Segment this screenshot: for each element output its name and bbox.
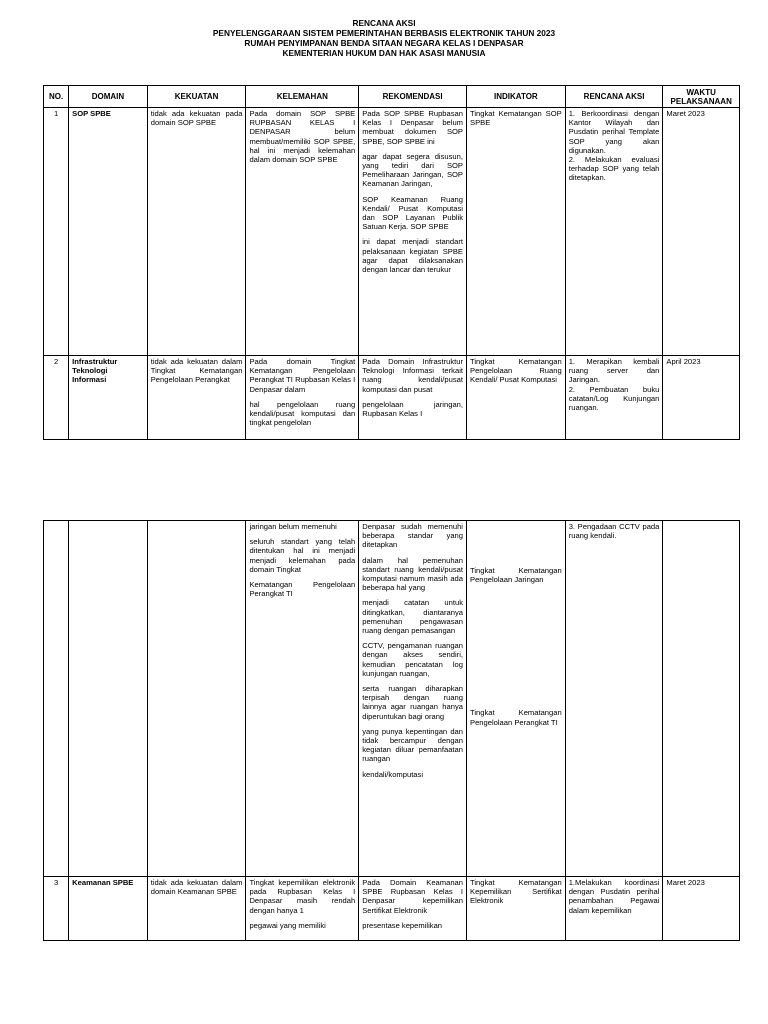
row-domain <box>69 521 148 877</box>
document-title <box>0 18 768 58</box>
indikator-spacer <box>470 590 562 708</box>
row-kekuatan: tidak ada kekuatan dalam domain Keamanan SPBE <box>147 877 246 941</box>
row-domain: SOP SPBE <box>69 108 148 356</box>
rekomendasi-paragraph: CCTV, pengamanan ruangan dengan akses sendiri, kemudian pencatatan log kunjungan ruangan, <box>362 641 463 678</box>
row-kelemahan <box>246 356 359 440</box>
indikator-paragraph: Tingkat Kematangan SOP SPBE <box>470 109 562 128</box>
kelemahan-paragraph: Pada domain Tingkat Kematangan Pengelolaan Perangkat TI Rupbasan Kelas I Denpasar dalam <box>249 357 356 394</box>
title-line-3: RUMAH PENYIMPANAN BENDA SITAAN NEGARA KELAS I DENPASAR <box>244 38 524 48</box>
row-waktu <box>663 521 740 877</box>
indikator-paragraph: Tingkat Kematangan Kepemilikan Sertifikat Elektronik <box>470 878 562 906</box>
rencana-aksi-item: 1. Merapikan kembali ruang server dan Jaringan. <box>568 357 660 385</box>
table-row <box>44 356 740 440</box>
kelemahan-paragraph: Tingkat kepemilikan elektronik pada Rupbasan Kelas I Denpasar masih rendah dengan hanya 1 <box>249 878 356 915</box>
row-kelemahan <box>246 108 359 356</box>
indikator-paragraph: Tingkat Kematangan Pengelolaan Jaringan <box>470 566 562 585</box>
row-kekuatan: tidak ada kekuatan dalam Tingkat Kematangan Pengelolaan Perangkat <box>147 356 246 440</box>
rekomendasi-paragraph: menjadi catatan untuk ditingkatkan, diantaranya pemenuhan pengawasan ruang dengan pemasangan <box>362 598 463 636</box>
rencana-aksi-item: 1.Melakukan koordinasi dengan Pusdatin perihal penambahan Pegawai dalam kepemilikan <box>568 878 660 915</box>
kelemahan-paragraph: hal pengelolaan ruang kendali/pusat komputasi dan tingkat pengelolan <box>249 399 356 428</box>
table-header-row <box>44 86 740 108</box>
kelemahan-paragraph: pegawai yang memiliki <box>249 920 326 930</box>
rekomendasi-paragraph: serta ruangan diharapkan terpisah dengan ruang lainnya agar ruangan hanya diperuntukan bagi orang <box>362 684 463 721</box>
kelemahan-paragraph: Kematangan Pengelolaan Perangkat TI <box>249 580 356 599</box>
header-kelemahan: KELEMAHAN <box>246 86 359 108</box>
row-domain: Keamanan SPBE <box>69 877 148 941</box>
rekomendasi-paragraph: Pada Domain Infrastruktur Teknologi Informasi terkait ruang kendali/pusat komputasi dan pusat <box>362 357 463 394</box>
header-rencana-aksi: RENCANA AKSI <box>565 86 663 108</box>
title-line-2: PENYELENGGARAAN SISTEM PEMERINTAHAN BERBASIS ELEKTRONIK TAHUN 2023 <box>212 28 556 38</box>
row-rencana-aksi <box>565 108 663 356</box>
row-waktu: Maret 2023 <box>663 877 740 941</box>
row-rekomendasi <box>359 356 467 440</box>
row-kelemahan <box>246 521 359 877</box>
row-rencana-aksi <box>565 877 663 941</box>
rencana-aksi-item: 3. Pengadaan CCTV pada ruang kendali. <box>568 522 660 541</box>
table-row <box>44 877 740 941</box>
rekomendasi-paragraph: yang punya kepentingan dan tidak bercampur dengan kegiatan diluar pemanfaatan ruangan <box>362 726 463 764</box>
rencana-aksi-item: 2. Melakukan evaluasi terhadap SOP yang telah ditetapkan. <box>568 155 660 183</box>
row-indikator <box>467 877 566 941</box>
kelemahan-paragraph: seluruh standart yang telah ditentukan hal ini menjadi menjadi kelemahan pada domain Tingkat <box>249 537 356 574</box>
rekomendasi-paragraph: ini dapat menjadi standart pelaksanaan kegiatan SPBE agar dapat dilaksanakan dengan lancar dan terukur <box>362 237 463 275</box>
row-waktu: Maret 2023 <box>663 108 740 356</box>
header-indikator: INDIKATOR <box>467 86 566 108</box>
title-line-4: KEMENTERIAN HUKUM DAN HAK ASASI MANUSIA <box>282 48 486 58</box>
header-kekuatan: KEKUATAN <box>147 86 246 108</box>
rekomendasi-paragraph: agar dapat segera disusun, yang tediri dari SOP Pemeliharaan Jaringan, SOP Keamanan Jaringan, <box>362 151 463 189</box>
row-rekomendasi <box>359 877 467 941</box>
rencana-aksi-item: 2. Pembuatan buku catatan/Log Kunjungan ruangan. <box>568 384 660 413</box>
header-domain: DOMAIN <box>69 86 148 108</box>
rekomendasi-paragraph: Denpasar sudah memenuhi beberapa standar yang ditetapkan <box>362 522 463 550</box>
kelemahan-paragraph: Pada domain SOP SPBE RUPBASAN KELAS I DENPASAR belum membuat/memiliki SOP SPBE, hal ini menjadi kelemahan dalam domain SOP SPBE <box>249 109 356 165</box>
rekomendasi-paragraph: SOP Keamanan Ruang Kendali/ Pusat Komputasi dan SOP Layanan Publik Satuan Kerja. SOP SPBE <box>362 194 463 232</box>
rekomendasi-paragraph: pengelolaan jaringan, Rupbasan Kelas I <box>362 399 463 419</box>
rekomendasi-paragraph: dalam hal pemenuhan standart ruang kendali/pusat komputasi namum masih ada beberapa hal yang <box>362 555 463 593</box>
row-indikator <box>467 356 566 440</box>
title-line-1: RENCANA AKSI <box>352 18 416 28</box>
row-rekomendasi <box>359 108 467 356</box>
row-number: 2 <box>44 356 69 440</box>
row-domain: Infrastruktur Teknologi Informasi <box>69 356 148 440</box>
rekomendasi-paragraph: kendali/komputasi <box>362 769 424 779</box>
action-plan-table-page-2 <box>43 520 740 941</box>
header-rekomendasi: REKOMENDASI <box>359 86 467 108</box>
row-number <box>44 521 69 877</box>
header-no: NO. <box>44 86 69 108</box>
rencana-aksi-item: 1. Berkoordinasi dengan Kantor Wilayah dan Pusdatin perihal Template SOP yang akan digunakan. <box>568 109 660 155</box>
indikator-spacer <box>470 522 562 566</box>
row-indikator <box>467 521 566 877</box>
action-plan-table-page-1 <box>43 85 740 440</box>
kelemahan-paragraph: jaringan belum memenuhi <box>249 522 337 531</box>
table-row-continuation <box>44 521 740 877</box>
row-waktu: April 2023 <box>663 356 740 440</box>
row-rencana-aksi <box>565 521 663 877</box>
row-rencana-aksi <box>565 356 663 440</box>
rekomendasi-paragraph: Pada SOP SPBE Rupbasan Kelas I Denpasar belum membuat dokumen SOP SPBE, SOP SPBE ini <box>362 109 463 146</box>
indikator-paragraph: Tingkat Kematangan Pengelolaan Ruang Kendali/ Pusat Komputasi <box>470 357 562 385</box>
row-number: 1 <box>44 108 69 356</box>
row-kekuatan: tidak ada kekuatan pada domain SOP SPBE <box>147 108 246 356</box>
row-number: 3 <box>44 877 69 941</box>
row-kekuatan <box>147 521 246 877</box>
indikator-paragraph: Tingkat Kematangan Pengelolaan Perangkat TI <box>470 708 562 727</box>
row-kelemahan <box>246 877 359 941</box>
rekomendasi-paragraph: Pada Domain Keamanan SPBE Rupbasan Kelas I Denpasar kepemilikan Sertifikat Elektronik <box>362 878 463 915</box>
header-waktu: WAKTU PELAKSANAAN <box>663 86 740 108</box>
rekomendasi-paragraph: presentase kepemilikan <box>362 920 443 930</box>
row-indikator <box>467 108 566 356</box>
row-rekomendasi <box>359 521 467 877</box>
table-row <box>44 108 740 356</box>
